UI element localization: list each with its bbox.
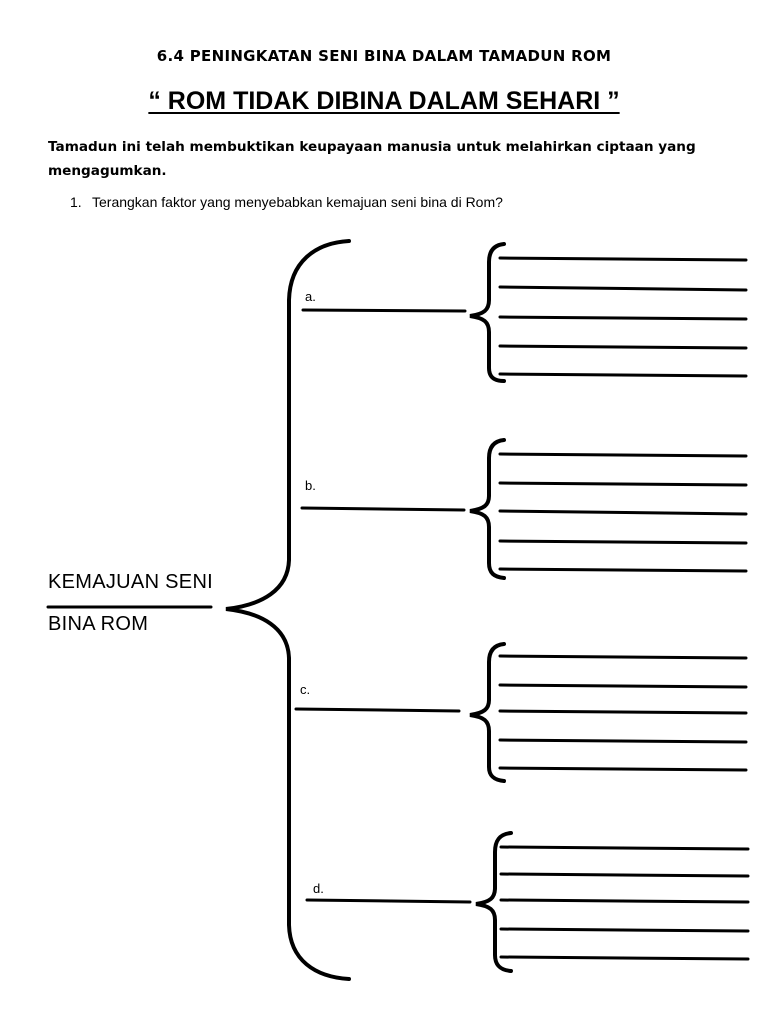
item-label-d: d.	[313, 881, 324, 896]
detail-line-c4[interactable]	[500, 740, 746, 742]
detail-line-c2[interactable]	[500, 685, 746, 687]
detail-line-d3[interactable]	[501, 900, 748, 902]
brace-a	[470, 244, 504, 381]
question-number: 1.	[70, 194, 82, 210]
topic-line-2: BINA ROM	[48, 613, 149, 635]
worksheet-title-text: “ ROM TIDAK DIBINA DALAM SEHARI ”	[148, 87, 620, 115]
detail-line-d1[interactable]	[501, 847, 748, 849]
intro-paragraph: Tamadun ini telah membuktikan keupayaan manusia untuk melahirkan ciptaan yang mengagumkan.	[48, 139, 696, 179]
detail-line-d4[interactable]	[501, 929, 748, 931]
detail-line-c5[interactable]	[500, 768, 746, 770]
detail-line-c3[interactable]	[500, 711, 746, 713]
item-label-a: a.	[305, 289, 316, 304]
topic-line-1: KEMAJUAN SENI	[48, 571, 214, 593]
item-label-b: b.	[305, 478, 316, 493]
detail-line-a3[interactable]	[500, 317, 746, 319]
detail-line-d2[interactable]	[501, 874, 748, 876]
detail-line-a5[interactable]	[500, 374, 746, 376]
detail-line-b4[interactable]	[500, 541, 746, 543]
brace-d	[476, 833, 511, 971]
brace-b	[470, 440, 504, 578]
brace-c	[470, 644, 504, 781]
answer-line-d[interactable]	[307, 900, 470, 902]
detail-line-b5[interactable]	[500, 569, 746, 571]
main-brace	[226, 241, 349, 979]
worksheet-subtitle: 6.4 PENINGKATAN SENI BINA DALAM TAMADUN ROM	[156, 47, 612, 65]
question-text: Terangkan faktor yang menyebabkan kemajuan seni bina di Rom?	[92, 194, 503, 210]
answer-line-b[interactable]	[302, 508, 464, 510]
detail-line-b2[interactable]	[500, 483, 746, 485]
detail-line-a1[interactable]	[500, 258, 746, 260]
detail-line-a2[interactable]	[500, 287, 746, 290]
detail-line-d5[interactable]	[501, 957, 748, 959]
detail-line-b3[interactable]	[500, 511, 746, 514]
detail-line-a4[interactable]	[500, 346, 746, 348]
detail-line-c1[interactable]	[500, 656, 746, 658]
item-label-c: c.	[300, 682, 311, 697]
answer-line-c[interactable]	[296, 709, 459, 711]
answer-line-a[interactable]	[303, 310, 465, 311]
detail-line-b1[interactable]	[500, 454, 746, 456]
